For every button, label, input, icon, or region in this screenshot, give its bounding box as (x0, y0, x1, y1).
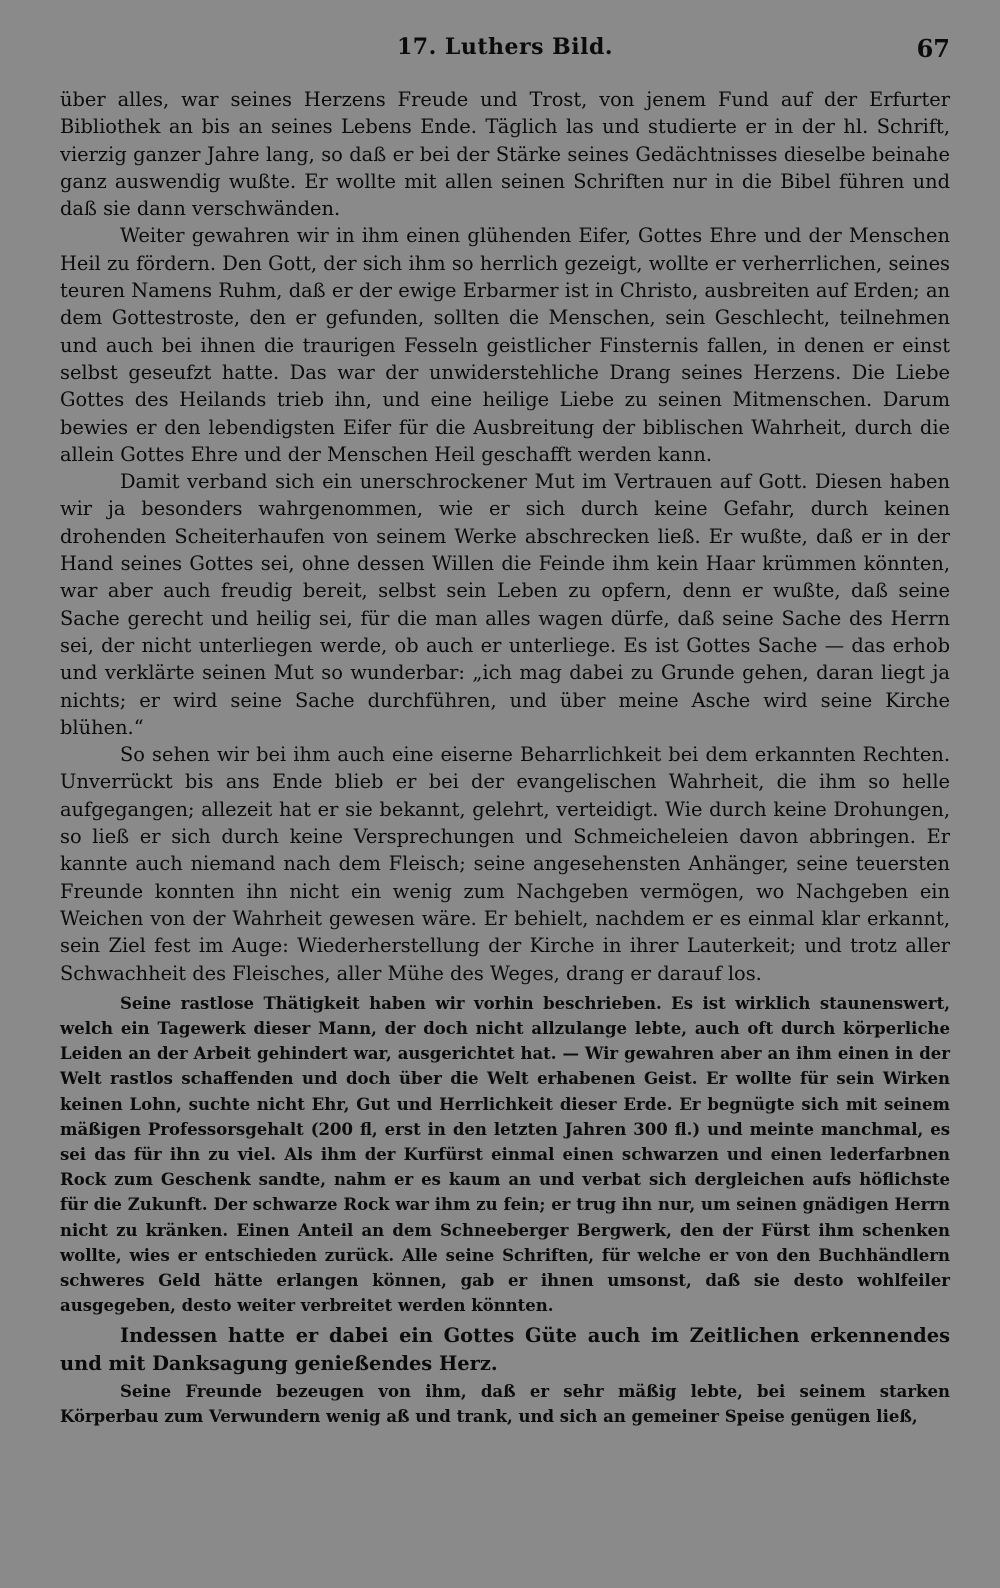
note-paragraph: Seine Freunde bezeugen von ihm, daß er sehr mäßig lebte, bei seinem starken Körperbau zum Verwundern wenig aß und trank, und sich an gemeiner Speise genügen ließ, (60, 1382, 950, 1427)
running-header (60, 34, 950, 68)
small-print-note (60, 1379, 950, 1429)
main-text-continued (60, 1322, 950, 1377)
paragraph: über alles, war seines Herzens Freude und Trost, von jenem Fund auf der Erfurter Bibliothek an bis an seines Lebens Ende. Täglich las und studierte er in der hl. Schrift, vierzig ganzer Jahre lang, so daß er bei der Stärke seines Gedächtnisses dieselbe beinahe ganz auswendig wußte. Er wollte mit allen seinen Schriften nur in die Bibel führen und daß sie dann verschwänden. (60, 88, 950, 221)
paragraph: Damit verband sich ein unerschrockener Mut im Vertrauen auf Gott. Diesen haben wir ja besonders wahrgenommen, wie er sich durch keine Gefahr, durch keinen drohenden Scheiterhaufen von seinem Werke abschrecken ließ. Er wußte, daß er in der Hand seines Gottes sei, ohne dessen Willen die Feinde ihm kein Haar krümmen könnten, war aber auch freudig bereit, selbst sein Leben zu opfern, denn er wußte, daß seine Sache gerecht und heilig sei, für die man alles wagen dürfe, daß seine Sache des Herrn sei, der nicht unterliegen werde, ob auch er unterliege. Es ist Gottes Sache — das erhob und verklärte seinen Mut so wunderbar: „ich mag dabei zu Grunde gehen, daran liegt ja nichts; er wird seine Sache durchführen, und über meine Asche wird seine Kirche blühen.“ (60, 470, 950, 739)
chapter-title: 17. Luthers Bild. (396, 34, 614, 60)
paragraph: Weiter gewahren wir in ihm einen glühenden Eifer, Gottes Ehre und der Menschen Heil zu fördern. Den Gott, der sich ihm so herrlich gezeigt, wollte er verherrlichen, seines teuren Namens Ruhm, daß er der ewige Erbarmer ist in Christo, ausbreiten auf Erden; an dem Gottestroste, den er gefunden, sollten die Menschen, sein Geschlecht, teilnehmen und auch bei ihnen die traurigen Fesseln geistlicher Finsternis fallen, in denen er einst selbst geseufzt hatte. Das war der unwiderstehliche Drang seines Herzens. Die Liebe Gottes des Heilands trieb ihn, und eine heilige Liebe zu seinen Mitmenschen. Darum bewies er den lebendigsten Eifer für die Ausbreitung der biblischen Wahrheit, durch die allein Gottes Ehre und der Menschen Heil geschafft werden kann. (60, 224, 950, 466)
paragraph: Indessen hatte er dabei ein Gottes Güte auch im Zeitlichen erkennendes und mit Danksagung genießendes Herz. (60, 1324, 950, 1375)
paragraph: So sehen wir bei ihm auch eine eiserne Beharrlichkeit bei dem erkannten Rechten. Unverrückt bis ans Ende blieb er bei der evangelischen Wahrheit, die ihm so helle aufgegangen; allezeit hat er sie bekannt, gelehrt, verteidigt. Wie durch keine Drohungen, so ließ er sich durch keine Versprechungen und Schmeicheleien davon abbringen. Er kannte auch niemand nach dem Fleisch; seine angesehensten Anhänger, seine teuersten Freunde konnten ihn nicht ein wenig zum Nachgeben vermögen, wo Nachgeben ein Weichen von der Wahrheit gewesen wäre. Er behielt, nachdem er es einmal klar erkannt, sein Ziel fest im Auge: Wiederherstellung der Kirche in ihrer Lauterkeit; und trotz aller Schwachheit des Fleisches, aller Mühe des Weges, drang er darauf los. (60, 743, 950, 985)
main-text (60, 86, 950, 987)
small-print-note (60, 991, 950, 1319)
page-number: 67 (916, 34, 950, 63)
note-paragraph: Seine rastlose Thätigkeit haben wir vorhin beschrieben. Es ist wirklich staunenswert, welch ein Tagewerk dieser Mann, der doch nicht allzulange lebte, auch oft durch körperliche Leiden an der Arbeit gehindert war, ausgerichtet hat. — Wir gewahren aber an ihm einen in der Welt rastlos schaffenden und doch über die Welt erhabenen Geist. Er wollte für sein Wirken keinen Lohn, suchte nicht Ehr, Gut und Herrlichkeit dieser Erde. Er begnügte sich mit seinem mäßigen Professorsgehalt (200 fl, erst in den letzten Jahren 300 fl.) und meinte manchmal, es sei das für ihn zu viel. Als ihm der Kurfürst einmal einen schwarzen und einen lederfarbnen Rock zum Geschenk sandte, nahm er es kaum an und verbat sich dergleichen aufs höflichste für die Zukunft. Der schwarze Rock war ihm zu fein; er trug ihn nur, um seinen gnädigen Herrn nicht zu kränken. Einen Anteil an dem Schneeberger Bergwerk, den der Fürst ihm schenken wollte, wies er entschieden zurück. Alle seine Schriften, für welche er von den Buchhändlern schweres Geld hätte erlangen können, gab er ihnen umsonst, daß sie desto wohlfeiler ausgegeben, desto weiter verbreitet werden könnten. (60, 993, 950, 1316)
page-body (60, 86, 950, 1429)
